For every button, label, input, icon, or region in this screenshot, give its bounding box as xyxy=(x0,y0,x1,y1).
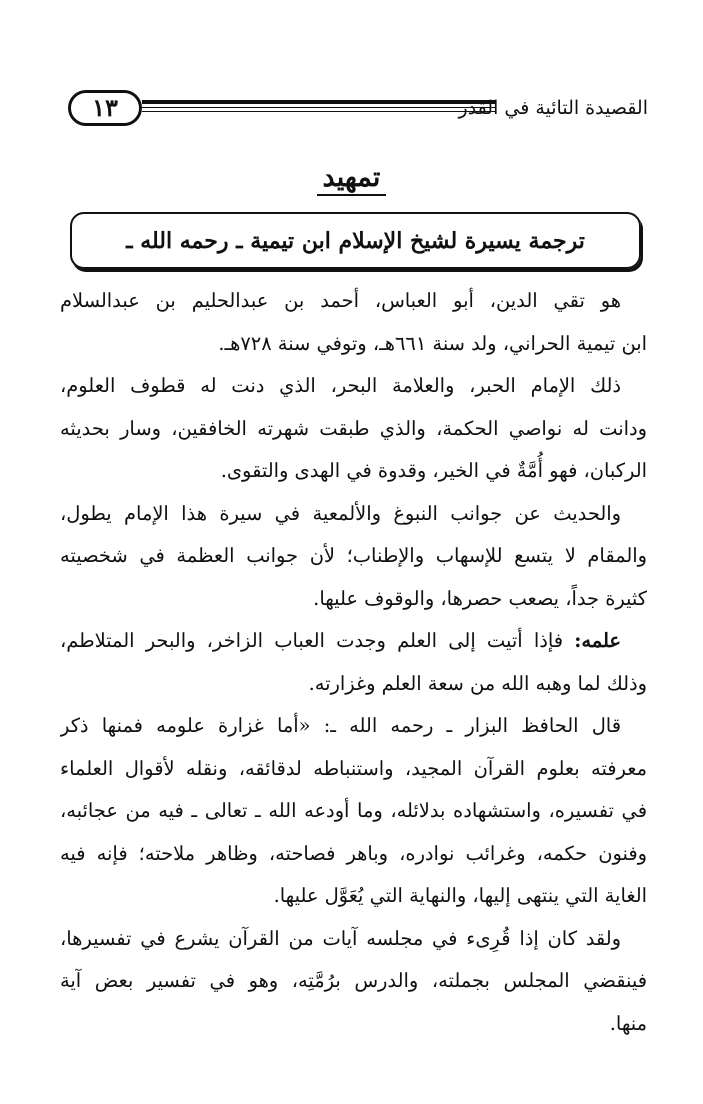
text-line: ودانت له نواصي الحكمة، والذي طبقت شهرته الخافقين، وسار بحديثه xyxy=(60,416,647,440)
text-line: ذلك الإمام الحبر، والعلامة البحر، الذي دنت له قطوف العلوم، xyxy=(60,374,621,397)
text-line: معرفته بعلوم القرآن المجيد، واستنباطه لدقائقه، ونقله لأقوال العلماء xyxy=(60,756,647,780)
text-line: الغاية التي ينتهى إليها، والنهاية التي يُعَوَّل عليها. xyxy=(273,884,647,907)
text-line: هو تقي الدين، أبو العباس، أحمد بن عبدالحليم بن عبدالسلام xyxy=(60,289,621,312)
header-rule xyxy=(142,107,496,108)
running-header xyxy=(68,86,648,130)
subtitle-text: ترجمة يسيرة لشيخ الإسلام ابن تيمية ـ رحمه الله ـ xyxy=(126,227,585,254)
section-title: تمهيد xyxy=(317,162,387,196)
text-line: وذلك لما وهبه الله من سعة العلم وغزارته. xyxy=(308,671,647,695)
inline-text: فإذا أتيت إلى العلم وجدت العباب الزاخر، والبحر المتلاطم، xyxy=(60,629,575,652)
text-line: في تفسيره، واستشهاده بدلائله، وما أودعه الله ـ تعالى ـ فيه من عجائبه، xyxy=(60,799,647,822)
section-heading xyxy=(0,158,703,198)
text-line: والمقام لا يتسع للإسهاب والإطناب؛ لأن جوانب العظمة في شخصيته xyxy=(60,544,647,567)
subtitle-box xyxy=(70,212,641,269)
running-title: القصيدة التائية في القدر xyxy=(458,97,648,119)
header-rule xyxy=(142,111,496,112)
page-number: ١٣ xyxy=(68,90,142,126)
text-line: وفنون حكمه، وغرائب نوادره، وباهر فصاحته، وظاهر ملاحته؛ فإنه فيه xyxy=(60,841,647,865)
text-line: كثيرة جداً، يصعب حصرها، والوقوف عليها. xyxy=(313,586,647,610)
text-line: قال الحافظ البزار ـ رحمه الله ـ: «أما غزارة علومه فمنها ذكر xyxy=(60,714,621,737)
text-line xyxy=(60,620,647,663)
body-text xyxy=(60,280,647,1045)
text-line: ابن تيمية الحراني، ولد سنة ٦٦١هـ، وتوفي سنة ٧٢٨هـ. xyxy=(218,331,647,355)
text-line: منها. xyxy=(609,1011,647,1035)
text-line: فينقضي المجلس بجملته، والدرس برُمَّتِه، وهو في تفسير بعض آية xyxy=(60,969,647,992)
inline-label: علمه: xyxy=(574,629,621,652)
header-rule xyxy=(142,100,496,104)
text-line: الركبان، فهو أُمَّةٌ في الخير، وقدوة في الهدى والتقوى. xyxy=(220,459,647,482)
text-line: والحديث عن جوانب النبوغ والألمعية في سيرة هذا الإمام يطول، xyxy=(60,501,621,525)
text-line: ولقد كان إذا قُرِىء في مجلسه آيات من القرآن يشرع في تفسيرها، xyxy=(60,926,621,950)
